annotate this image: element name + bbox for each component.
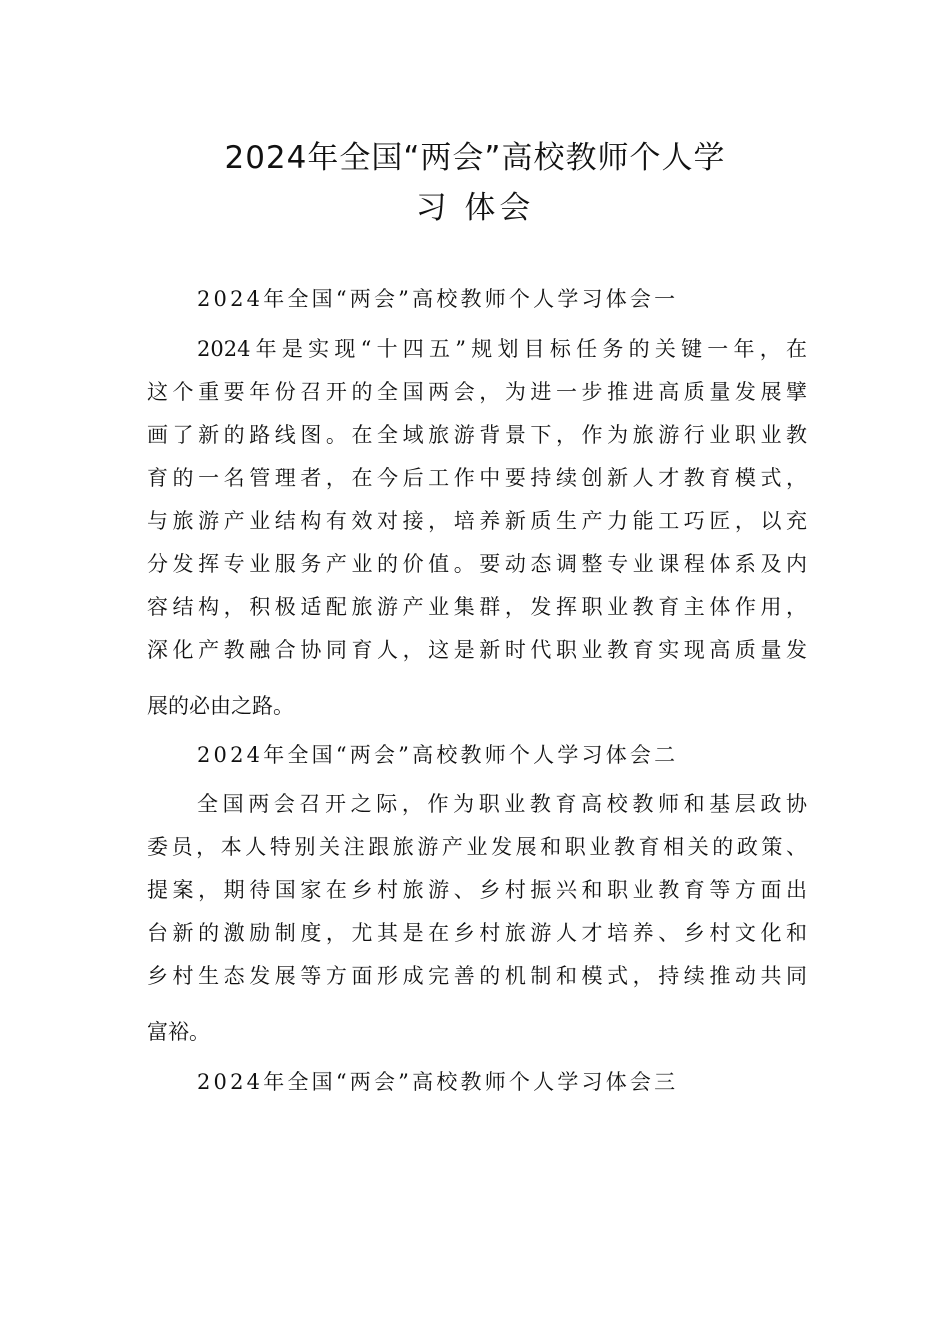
- paragraph-line: 容结构，积极适配旅游产业集群，发挥职业教育主体作用，: [147, 595, 807, 619]
- section-1-heading: 2024年全国“两会”高校教师个人学习体会一: [197, 287, 679, 311]
- paragraph-line: 画了新的路线图。在全域旅游背景下，作为旅游行业职业教: [147, 423, 807, 447]
- paragraph-line: 2024年是实现“十四五”规划目标任务的关键一年，在: [197, 337, 807, 361]
- paragraph-line: 全国两会召开之际，作为职业教育高校教师和基层政协: [197, 792, 807, 816]
- paragraph-line: 深化产教融合协同育人，这是新时代职业教育实现高质量发: [147, 638, 807, 662]
- paragraph-line: 这个重要年份召开的全国两会，为进一步推进高质量发展擘: [147, 380, 807, 404]
- paragraph-line: 提案，期待国家在乡村旅游、乡村振兴和职业教育等方面出: [147, 878, 807, 902]
- paragraph-line: 富裕。: [147, 1020, 210, 1044]
- document-title-line-1: 2024年全国“两会”高校教师个人学: [224, 140, 726, 176]
- paragraph-line: 育的一名管理者，在今后工作中要持续创新人才教育模式，: [147, 466, 807, 490]
- paragraph-line: 展的必由之路。: [147, 694, 294, 718]
- paragraph-line: 委员，本人特别关注跟旅游产业发展和职业教育相关的政策、: [147, 835, 807, 859]
- paragraph-line: 分发挥专业服务产业的价值。要动态调整专业课程体系及内: [147, 552, 807, 576]
- paragraph-line: 与旅游产业结构有效对接，培养新质生产力能工巧匠，以充: [147, 509, 807, 533]
- section-2-heading: 2024年全国“两会”高校教师个人学习体会二: [197, 743, 679, 767]
- paragraph-line: 台新的激励制度，尤其是在乡村旅游人才培养、乡村文化和: [147, 921, 807, 945]
- section-3-heading: 2024年全国“两会”高校教师个人学习体会三: [197, 1070, 679, 1094]
- paragraph-line: 乡村生态发展等方面形成完善的机制和模式，持续推动共同: [147, 964, 807, 988]
- document-title-line-2: 习 体会: [415, 190, 535, 226]
